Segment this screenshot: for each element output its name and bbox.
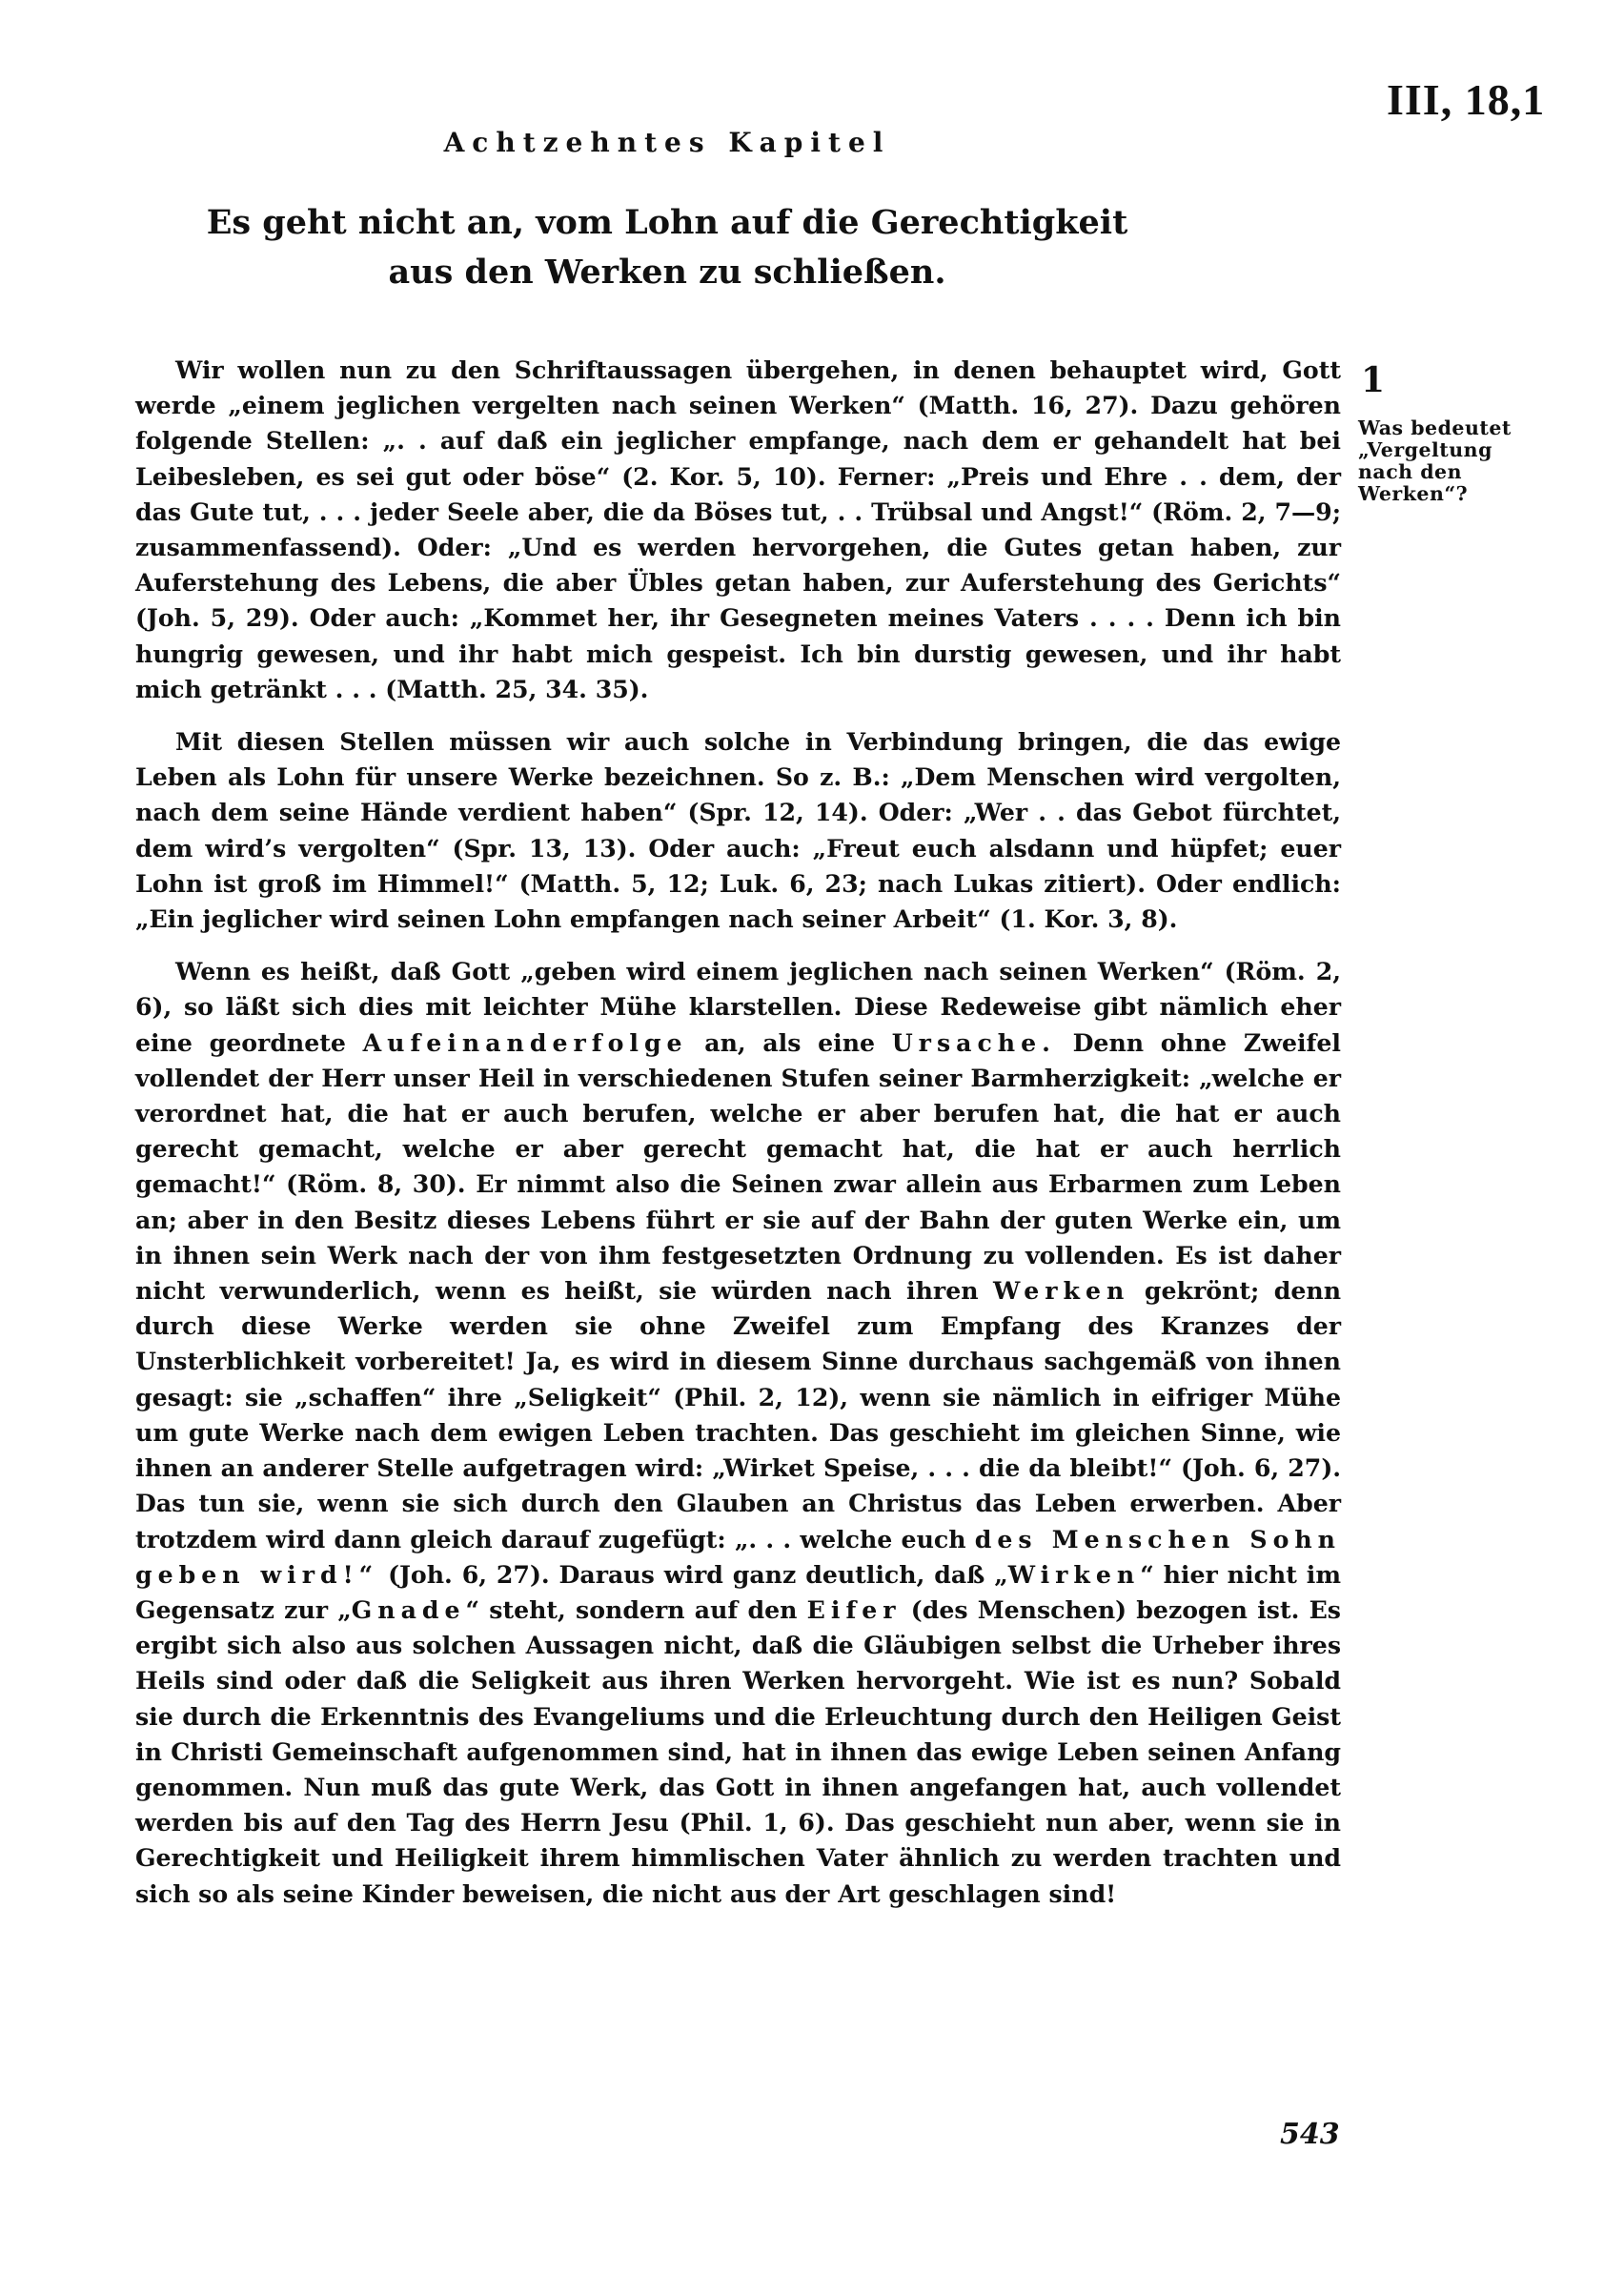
text-run: (Joh. 6, 27). Daraus wird ganz deutlich, daß „ [378,1559,1008,1589]
paragraph-2: Mit diesen Stellen müssen wir auch solche in Verbindung bringen, die das ewige Leben als Lohn für unsere Werke bezeichnen. So z. B.: „Dem Menschen wird vergolten, nach dem seine Hände verdient haben“ (Spr. 12, 14). Oder: „Wer . . das Gebot fürchtet, dem wird’s vergolten“ (Spr. 13, 13). Oder auch: „Freut euch alsdann und hüpfet; euer Lohn ist groß im Himmel!“ (Matth. 5, 12; Luk. 6, 23; nach Lukas zitiert). Oder endlich: „Ein jeglicher wird seinen Lohn empfangen nach seiner Arbeit“ (1. Kor. 3, 8). [135,727,1341,934]
margin-note-line: „Vergeltung [1358,438,1492,461]
margin-note-line: Was bedeutet [1358,416,1512,439]
emphasis-spaced: Aufeinanderfolge [362,1027,688,1057]
emphasis-spaced: Werken [993,1276,1130,1306]
page-reference: III, 18,1 [1387,75,1546,124]
text-run: “ steht, sondern auf den [465,1594,807,1624]
text-run: an, als eine [687,1027,892,1057]
page-number: 543 [1280,2118,1340,2151]
emphasis-spaced: Gnade [351,1594,466,1624]
text-run: Wenn es heißt, daß Gott „geben wird einem jeglichen nach seinen Werken“ (Röm. 2, 6), so läßt sich dies mit leichter Mühe klarstellen. Diese Redeweise gibt nämlich eher eine geordnete [135,957,1341,1057]
margin-section-mark: 1 [1361,360,1386,400]
emphasis-spaced: des Menschen Sohn geben wird!“ [135,1524,1341,1589]
text-run: “ hier nicht im Gegensatz zur „ [135,1559,1341,1624]
chapter-title-line-1: Es geht nicht an, vom Lohn auf die Gerechtigkeit [206,203,1128,242]
text-run: (des Menschen) bezogen ist. Es ergibt sich also aus solchen Aussagen nicht, daß die Gläubigen selbst die Urheber ihres Heils sind oder daß die Seligkeit aus ihren Werken hervorgeht. Wie ist es nun? Sobald sie durch die Erkenntnis des Evangeliums und die Erleuchtung durch den Heiligen Geist in Christi Gemeinschaft aufgenommen sind, hat in ihnen das ewige Leben seinen Anfang genommen. Nun muß das gute Werk, das Gott in ihnen angefangen hat, auch vollendet werden bis auf den Tag des Herrn Jesu (Phil. 1, 6). Das geschieht nun aber, wenn sie in Gerechtigkeit und Heiligkeit ihrem himmlischen Vater ähnlich zu werden trachten und sich so als seine Kinder beweisen, die nicht aus der Art geschlagen sind! [135,1594,1341,1908]
paragraph-1: Wir wollen nun zu den Schriftaussagen übergehen, in denen behauptet wird, Gott werde „einem jeglichen vergelten nach seinen Werken“ (Matth. 16, 27). Dazu gehören folgende Stellen: „. . auf daß ein jeglicher empfange, nach dem er gehandelt hat bei Leibesleben, es sei gut oder böse“ (2. Kor. 5, 10). Ferner: „Preis und Ehre . . dem, der das Gute tut, . . . jeder Seele aber, die da Böses tut, . . Trübsal und Angst!“ (Röm. 2, 7—9; zusammenfassend). Oder: „Und es werden hervorgehen, die Gutes getan haben, zur Auferstehung des Lebens, die aber Übles getan haben, zur Auferstehung des Gerichts“ (Joh. 5, 29). Oder auch: „Kommet her, ihr Gesegneten meines Vaters . . . . Denn ich bin hungrig gewesen, und ihr habt mich gespeist. Ich bin durstig gewesen, und ihr habt mich getränkt . . . (Matth. 25, 34. 35). [135,355,1341,703]
emphasis-spaced: Eifer [806,1594,902,1624]
emphasis-spaced: Wirken [1007,1559,1141,1589]
margin-note [1358,417,1549,505]
emphasis-spaced: Ursache. [891,1027,1056,1057]
body-text [135,353,1341,1929]
chapter-title-line-2: aus den Werken zu schließen. [388,253,946,292]
margin-note-line: Werken“? [1358,482,1469,505]
paragraph-3 [135,954,1341,1911]
margin-note-line: nach den [1358,460,1462,483]
chapter-title [172,198,1163,297]
chapter-label: Achtzehntes Kapitel [443,127,891,158]
text-run: gekrönt; denn durch diese Werke werden sie ohne Zweifel zum Empfang des Kranzes der Unsterblichkeit vorbereitet! Ja, es wird in diesem Sinne durchaus sachgemäß von ihnen gesagt: sie „schaffen“ ihre „Seligkeit“ (Phil. 2, 12), wenn sie nämlich in eifriger Mühe um gute Werke nach dem ewigen Leben trachten. Das geschieht im gleichen Sinne, wie ihnen an anderer Stelle aufgetragen wird: „Wirket Speise, . . . die da bleibt!“ (Joh. 6, 27). Das tun sie, wenn sie sich durch den Glauben an Christus das Leben erwerben. Aber trotzdem wird dann gleich darauf zugefügt: „. . . welche euch [135,1276,1342,1553]
text-run: Denn ohne Zweifel vollendet der Herr unser Heil in verschiedenen Stufen seiner Barmherzigkeit: „welche er verordnet hat, die hat er auch berufen, welche er aber berufen hat, die hat er auch gerecht gemacht, welche er aber gerecht gemacht hat, die hat er auch herrlich gemacht!“ (Röm. 8, 30). Er nimmt also die Seinen zwar allein aus Erbarmen zum Leben an; aber in den Besitz dieses Lebens führt er sie auf der Bahn der guten Werke ein, um in ihnen sein Werk nach der von ihm festgesetzten Ordnung zu vollenden. Es ist daher nicht verwunderlich, wenn es heißt, sie würden nach ihren [135,1027,1341,1306]
